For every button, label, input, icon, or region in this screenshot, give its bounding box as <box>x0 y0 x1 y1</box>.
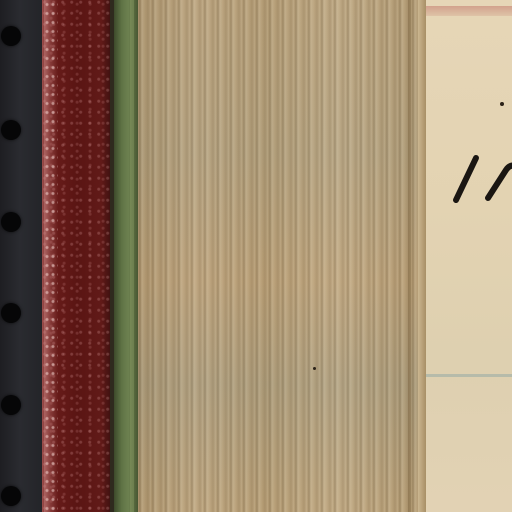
green-binding <box>114 0 140 512</box>
binding-hole <box>1 26 21 46</box>
green-binding-highlight <box>130 0 134 512</box>
ink-speck <box>500 102 504 106</box>
binding-hole <box>1 212 21 232</box>
cover-edge <box>418 0 426 512</box>
cover-ruled-line <box>426 374 512 377</box>
binding-hole <box>1 120 21 140</box>
page-edge-shading <box>138 0 424 512</box>
handwritten-mark <box>448 150 512 210</box>
cover-top-band <box>426 6 512 16</box>
ink-speck <box>313 367 316 370</box>
cover-paper <box>426 0 512 512</box>
page-edge-divider <box>408 0 411 512</box>
binding-hole <box>1 303 21 323</box>
dark-binding-strip <box>0 0 44 512</box>
binding-hole <box>1 395 21 415</box>
binding-hole <box>1 486 21 506</box>
red-binding-edge <box>44 0 58 512</box>
